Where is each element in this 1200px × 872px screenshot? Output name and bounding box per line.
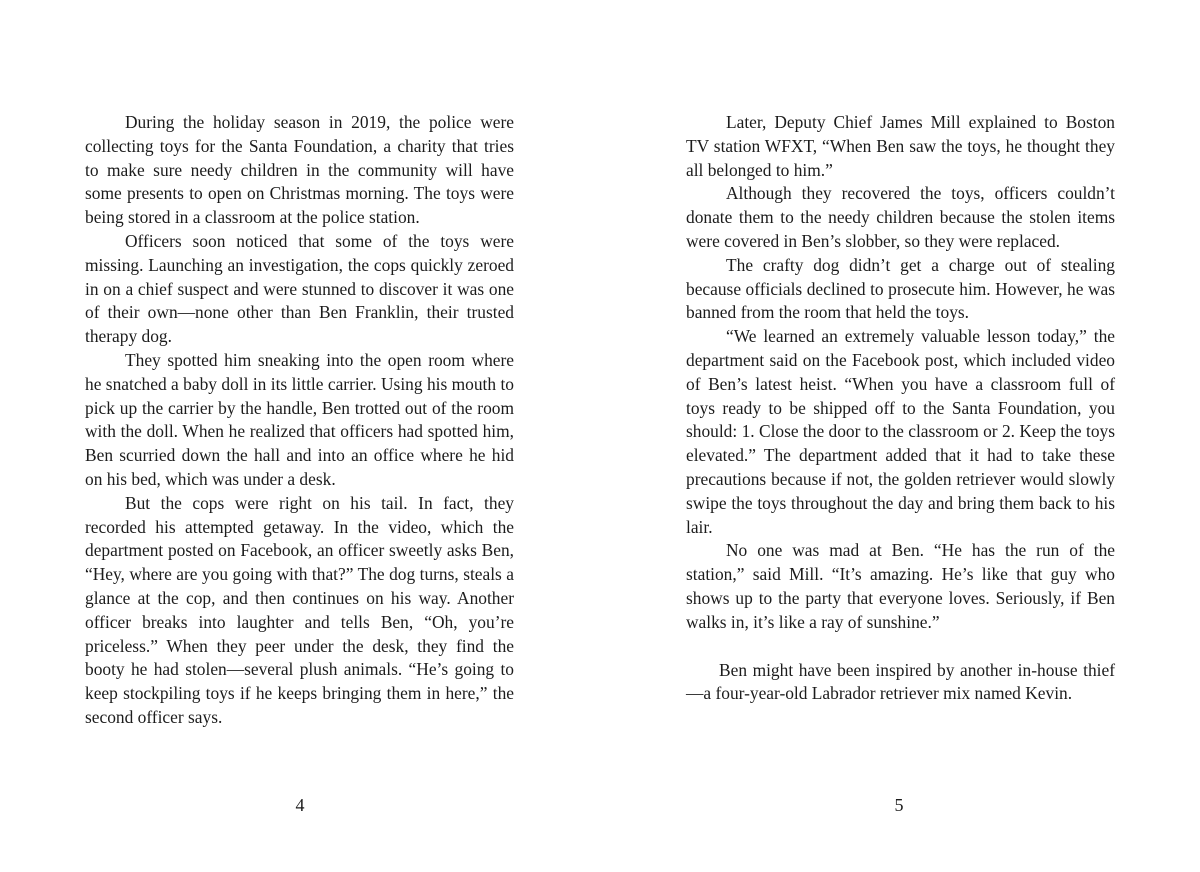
paragraph: The crafty dog didn’t get a charge out of stealing because officials declined to prosecute him. However, he was banned from the room that held the toys.	[686, 254, 1115, 323]
right-page-text	[686, 111, 1115, 706]
paragraph: Later, Deputy Chief James Mill explained to Boston TV station WFXT, “When Ben saw the toys, he thought they all belonged to him.”	[686, 112, 1115, 180]
paragraph: Ben might have been inspired by another in-house thief—a four-year-old Labrador retriever mix named Kevin.	[686, 659, 1115, 704]
paragraph: But the cops were right on his tail. In fact, they recorded his attempted getaway. In the video, which the department posted on Facebook, an officer sweetly asks Ben, “Hey, where are you going with that?” The dog turns, steals a glance at the cop, and then continues on his way. Another officer breaks into laughter and tells Ben, “Oh, you’re priceless.” When they peer under the desk, they find the booty he had stolen—several plush animals. “He’s going to keep stockpiling toys if he keeps bringing them in here,” the second officer says.	[85, 492, 514, 727]
paragraph: They spotted him sneaking into the open room where he snatched a baby doll in its little carrier. Using his mouth to pick up the carrier by the handle, Ben trotted out of the room with the doll. When he realized that officers had spotted him, Ben scurried down the hall and into an office where he hid on his bed, which was under a desk.	[85, 349, 514, 489]
right-page	[600, 0, 1200, 872]
paragraph: During the holiday season in 2019, the police were collecting toys for the Santa Foundation, a charity that tries to make sure needy children in the community will have some presents to open on Christmas morning. The toys were being stored in a classroom at the police station.	[85, 112, 514, 228]
paragraph: No one was mad at Ben. “He has the run of the station,” said Mill. “It’s amazing. He’s like that guy who shows up to the party that everyone loves. Seriously, if Ben walks in, it’s like a ray of sunshine.”	[686, 540, 1115, 632]
page-number: 4	[295, 795, 305, 815]
page-number: 5	[894, 795, 904, 815]
paragraph: Officers soon noticed that some of the toys were missing. Launching an investigation, the cops quickly zeroed in on a chief suspect and were stunned to discover it was one of their own—none other than Ben Franklin, their trusted therapy dog.	[85, 230, 514, 347]
paragraph: Although they recovered the toys, officers couldn’t donate them to the needy children because the stolen items were covered in Ben’s slobber, so they were replaced.	[686, 183, 1115, 251]
paragraph: “We learned an extremely valuable lesson today,” the department said on the Facebook post, which included video of Ben’s latest heist. “When you have a classroom full of toys ready to be shipped off to the Santa Foundation, you should: 1. Close the door to the classroom or 2. Keep the toys elevated.” The department added that it had to take these precautions because if not, the golden retriever would slowly swipe the toys throughout the day and bring them back to his lair.	[686, 326, 1115, 537]
left-page-text	[85, 111, 514, 730]
